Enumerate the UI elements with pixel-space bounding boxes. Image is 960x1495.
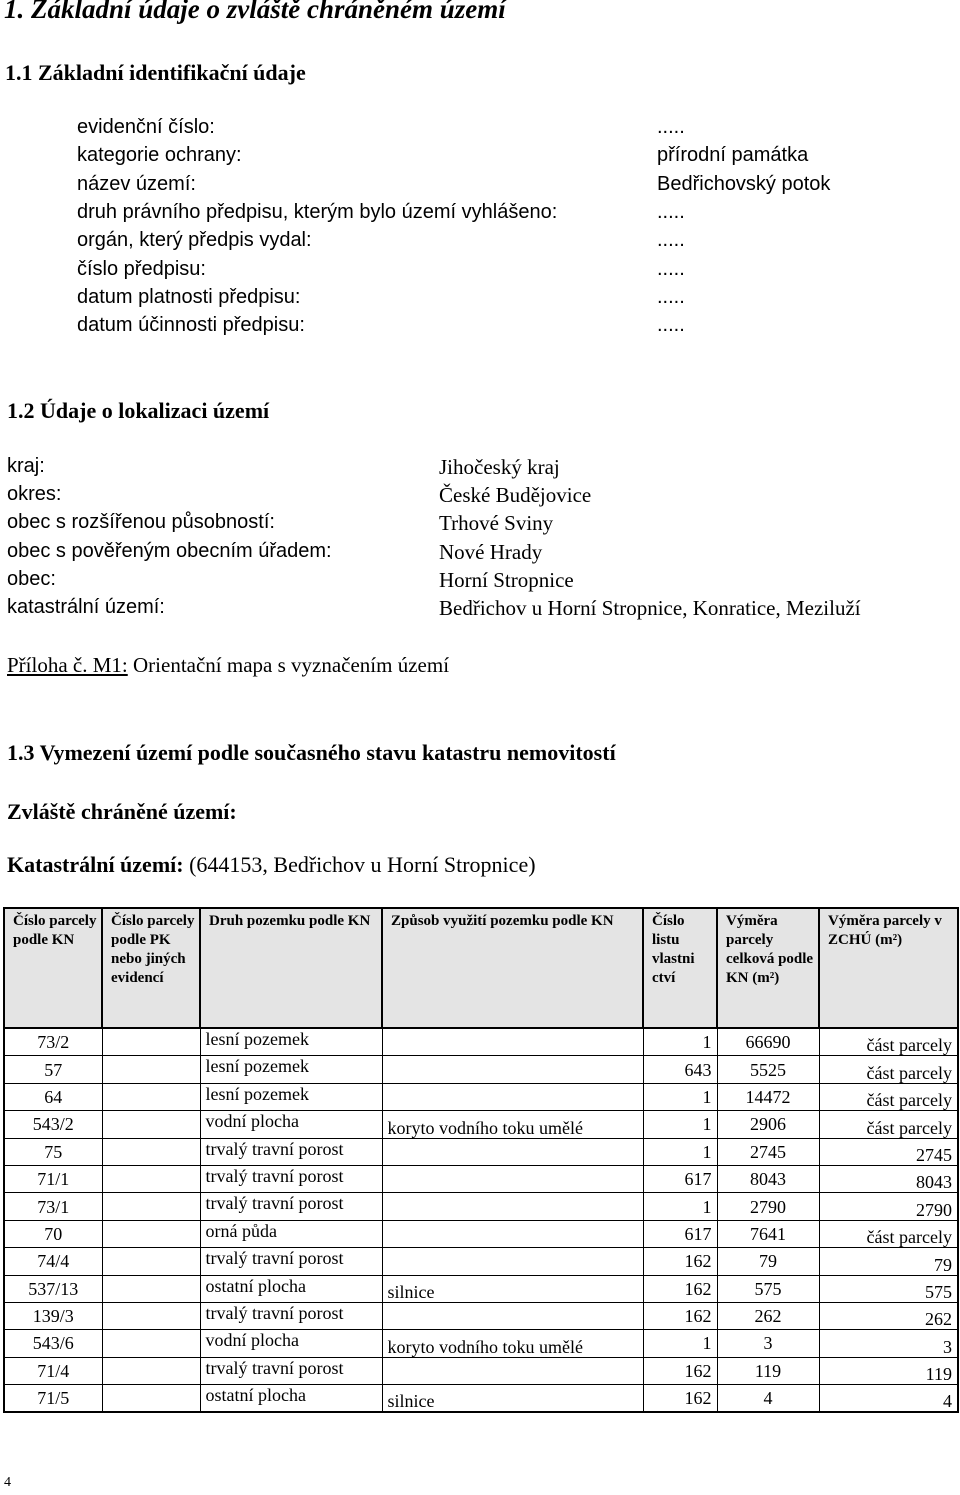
identification-value: ..... xyxy=(657,257,685,280)
location-row xyxy=(7,511,947,539)
land-type-cell: vodní plocha xyxy=(200,1111,382,1138)
parcel-number-kn-cell: 73/2 xyxy=(4,1028,102,1056)
ownership-sheet-cell: 1 xyxy=(643,1111,717,1138)
cadastre-value: (644153, Bedřichov u Horní Stropnice) xyxy=(189,852,536,877)
parcel-number-pk-cell xyxy=(102,1193,200,1220)
area-protected-cell: 2790 xyxy=(819,1193,958,1220)
identification-row xyxy=(77,314,877,342)
land-use-cell xyxy=(382,1056,643,1083)
area-protected-cell: 4 xyxy=(819,1385,958,1413)
parcel-number-kn-cell: 74/4 xyxy=(4,1248,102,1275)
protected-area-subtitle: Zvláště chráněné území: xyxy=(7,799,237,824)
parcel-number-kn-cell: 543/6 xyxy=(4,1330,102,1357)
identification-label: číslo předpisu: xyxy=(77,257,206,280)
ownership-sheet-cell: 162 xyxy=(643,1275,717,1302)
identification-row xyxy=(77,116,877,144)
table-header-row xyxy=(4,908,958,1028)
attachment-text: Orientační mapa s vyznačením území xyxy=(133,653,450,677)
table-row xyxy=(4,1302,958,1329)
ownership-sheet-cell: 1 xyxy=(643,1138,717,1165)
location-value: Jihočeský kraj xyxy=(439,455,560,479)
identification-value: ..... xyxy=(657,229,685,252)
area-total-cell: 119 xyxy=(717,1357,819,1384)
location-label: katastrální území: xyxy=(7,596,165,618)
parcel-number-kn-cell: 537/13 xyxy=(4,1275,102,1302)
parcel-number-pk-cell xyxy=(102,1357,200,1384)
identification-row xyxy=(77,173,877,201)
parcel-number-kn-cell: 139/3 xyxy=(4,1302,102,1329)
land-use-cell xyxy=(382,1083,643,1110)
page-heading: 1. Základní údaje o zvláště chráněném území xyxy=(4,0,506,24)
parcel-table xyxy=(3,907,959,1413)
identification-label: kategorie ochrany: xyxy=(77,144,242,167)
ownership-sheet-cell: 162 xyxy=(643,1385,717,1413)
table-row xyxy=(4,1357,958,1384)
area-protected-cell: 119 xyxy=(819,1357,958,1384)
col-header-vyuziti: Způsob využití pozemku podle KN xyxy=(382,908,643,1028)
land-type-cell: vodní plocha xyxy=(200,1330,382,1357)
parcel-number-pk-cell xyxy=(102,1220,200,1247)
area-total-cell: 4 xyxy=(717,1385,819,1413)
parcel-number-pk-cell xyxy=(102,1083,200,1110)
land-use-cell: koryto vodního toku umělé xyxy=(382,1111,643,1138)
identification-value: Bedřichovský potok xyxy=(657,172,831,195)
col-header-druh: Druh pozemku podle KN xyxy=(200,908,382,1028)
attachment-ref-link[interactable]: Příloha č. M1: xyxy=(7,653,128,677)
location-label: obec: xyxy=(7,567,56,590)
parcel-number-kn-cell: 70 xyxy=(4,1220,102,1247)
land-type-cell: trvalý travní porost xyxy=(200,1138,382,1165)
parcel-number-kn-cell: 543/2 xyxy=(4,1111,102,1138)
location-label: obec s pověřeným obecním úřadem: xyxy=(7,539,332,562)
ownership-sheet-cell: 617 xyxy=(643,1220,717,1247)
parcel-number-kn-cell: 64 xyxy=(4,1083,102,1110)
section-1-2-title: 1.2 Údaje o lokalizaci území xyxy=(7,398,270,423)
area-total-cell: 79 xyxy=(717,1248,819,1275)
ownership-sheet-cell: 1 xyxy=(643,1193,717,1220)
land-use-cell xyxy=(382,1357,643,1384)
location-value: Nové Hrady xyxy=(439,539,543,564)
location-value: Horní Stropnice xyxy=(439,567,574,592)
land-use-cell xyxy=(382,1193,643,1220)
land-type-cell: ostatní plocha xyxy=(200,1275,382,1302)
table-row xyxy=(4,1220,958,1247)
col-header-zchu: Výměra parcely v ZCHÚ (m²) xyxy=(819,908,958,1028)
area-total-cell: 2906 xyxy=(717,1111,819,1138)
parcel-number-pk-cell xyxy=(102,1056,200,1083)
ownership-sheet-cell: 617 xyxy=(643,1165,717,1192)
parcel-number-pk-cell xyxy=(102,1028,200,1056)
page-number: 4 xyxy=(4,1475,11,1490)
land-use-cell xyxy=(382,1165,643,1192)
table-row xyxy=(4,1275,958,1302)
parcel-number-pk-cell xyxy=(102,1138,200,1165)
table-row xyxy=(4,1193,958,1220)
section-1-3-title: 1.3 Vymezení území podle současného stavu katastru nemovitostí xyxy=(7,740,616,765)
area-total-cell: 5525 xyxy=(717,1056,819,1083)
parcel-number-kn-cell: 73/1 xyxy=(4,1193,102,1220)
location-label: okres: xyxy=(7,483,62,506)
section-1-1-title: 1.1 Základní identifikační údaje xyxy=(5,60,306,85)
table-row xyxy=(4,1028,958,1056)
land-type-cell: trvalý travní porost xyxy=(200,1248,382,1275)
land-use-cell xyxy=(382,1138,643,1165)
identification-label: evidenční číslo: xyxy=(77,116,215,138)
land-type-cell: lesní pozemek xyxy=(200,1083,382,1110)
ownership-sheet-cell: 1 xyxy=(643,1330,717,1357)
table-row xyxy=(4,1138,958,1165)
table-row xyxy=(4,1083,958,1110)
location-row xyxy=(7,596,947,624)
parcel-number-kn-cell: 71/5 xyxy=(4,1385,102,1413)
land-type-cell: trvalý travní porost xyxy=(200,1193,382,1220)
area-total-cell: 3 xyxy=(717,1330,819,1357)
location-row xyxy=(7,540,947,568)
identification-row xyxy=(77,229,877,257)
land-type-cell: lesní pozemek xyxy=(200,1028,382,1056)
identification-value: ..... xyxy=(657,285,685,308)
land-type-cell: trvalý travní porost xyxy=(200,1357,382,1384)
parcel-number-pk-cell xyxy=(102,1248,200,1275)
location-value: Bedřichov u Horní Stropnice, Konratice, Meziluží xyxy=(439,596,861,620)
table-row xyxy=(4,1248,958,1275)
ownership-sheet-cell: 162 xyxy=(643,1248,717,1275)
table-row xyxy=(4,1056,958,1083)
location-row xyxy=(7,483,947,511)
area-protected-cell: část parcely xyxy=(819,1028,958,1056)
ownership-sheet-cell: 1 xyxy=(643,1083,717,1110)
identification-label: datum platnosti předpisu: xyxy=(77,285,301,308)
area-protected-cell: 8043 xyxy=(819,1165,958,1192)
area-total-cell: 575 xyxy=(717,1275,819,1302)
identification-value: přírodní památka xyxy=(657,144,809,167)
location-label: kraj: xyxy=(7,455,45,477)
col-header-celkova: Výměra parcely celková podle KN (m²) xyxy=(717,908,819,1028)
col-header-kn: Číslo parcely podle KN xyxy=(4,908,102,1028)
land-use-cell: silnice xyxy=(382,1275,643,1302)
ownership-sheet-cell: 1 xyxy=(643,1028,717,1056)
land-type-cell: trvalý travní porost xyxy=(200,1165,382,1192)
land-use-cell xyxy=(382,1028,643,1056)
land-use-cell xyxy=(382,1248,643,1275)
area-total-cell: 14472 xyxy=(717,1083,819,1110)
location-label: obec s rozšířenou působností: xyxy=(7,511,275,534)
location-row xyxy=(7,568,947,596)
area-protected-cell: 79 xyxy=(819,1248,958,1275)
area-protected-cell: 575 xyxy=(819,1275,958,1302)
identification-row xyxy=(77,144,877,172)
identification-value: ..... xyxy=(657,116,685,138)
area-total-cell: 2790 xyxy=(717,1193,819,1220)
identification-value: ..... xyxy=(657,314,685,337)
parcel-number-pk-cell xyxy=(102,1111,200,1138)
land-type-cell: lesní pozemek xyxy=(200,1056,382,1083)
cadastre-line xyxy=(7,852,536,878)
area-protected-cell: 262 xyxy=(819,1302,958,1329)
table-row xyxy=(4,1111,958,1138)
parcel-number-kn-cell: 71/4 xyxy=(4,1357,102,1384)
location-value: České Budějovice xyxy=(439,483,592,508)
area-protected-cell: část parcely xyxy=(819,1111,958,1138)
identification-label: orgán, který předpis vydal: xyxy=(77,229,312,252)
land-use-cell: silnice xyxy=(382,1385,643,1413)
area-protected-cell: 3 xyxy=(819,1330,958,1357)
area-protected-cell: část parcely xyxy=(819,1056,958,1083)
land-type-cell: ostatní plocha xyxy=(200,1385,382,1413)
identification-label: datum účinnosti předpisu: xyxy=(77,314,305,337)
identification-row xyxy=(77,258,877,286)
identification-label: druh právního předpisu, kterým bylo území vyhlášeno: xyxy=(77,200,558,223)
area-total-cell: 8043 xyxy=(717,1165,819,1192)
location-value: Trhové Sviny xyxy=(439,511,554,536)
parcel-number-pk-cell xyxy=(102,1275,200,1302)
identification-label: název území: xyxy=(77,172,196,195)
land-use-cell xyxy=(382,1220,643,1247)
ownership-sheet-cell: 643 xyxy=(643,1056,717,1083)
identification-row xyxy=(77,286,877,314)
land-use-cell xyxy=(382,1302,643,1329)
col-header-lv: Číslo listu vlastni ctví xyxy=(643,908,717,1028)
table-row xyxy=(4,1385,958,1413)
land-type-cell: trvalý travní porost xyxy=(200,1302,382,1329)
area-protected-cell: část parcely xyxy=(819,1220,958,1247)
parcel-number-pk-cell xyxy=(102,1385,200,1413)
area-protected-cell: 2745 xyxy=(819,1138,958,1165)
area-total-cell: 2745 xyxy=(717,1138,819,1165)
ownership-sheet-cell: 162 xyxy=(643,1302,717,1329)
area-total-cell: 262 xyxy=(717,1302,819,1329)
location-row xyxy=(7,455,947,483)
identification-value: ..... xyxy=(657,200,685,223)
identification-row xyxy=(77,201,877,229)
parcel-number-pk-cell xyxy=(102,1330,200,1357)
parcel-number-pk-cell xyxy=(102,1302,200,1329)
land-type-cell: orná půda xyxy=(200,1220,382,1247)
area-protected-cell: část parcely xyxy=(819,1083,958,1110)
ownership-sheet-cell: 162 xyxy=(643,1357,717,1384)
area-total-cell: 66690 xyxy=(717,1028,819,1056)
table-row xyxy=(4,1330,958,1357)
land-use-cell: koryto vodního toku umělé xyxy=(382,1330,643,1357)
col-header-pk: Číslo parcely podle PK nebo jiných evidencí xyxy=(102,908,200,1028)
table-row xyxy=(4,1165,958,1192)
parcel-number-kn-cell: 75 xyxy=(4,1138,102,1165)
parcel-number-kn-cell: 71/1 xyxy=(4,1165,102,1192)
cadastre-label: Katastrální území: xyxy=(7,852,184,877)
area-total-cell: 7641 xyxy=(717,1220,819,1247)
parcel-number-pk-cell xyxy=(102,1165,200,1192)
parcel-number-kn-cell: 57 xyxy=(4,1056,102,1083)
attachment-line xyxy=(7,653,449,678)
